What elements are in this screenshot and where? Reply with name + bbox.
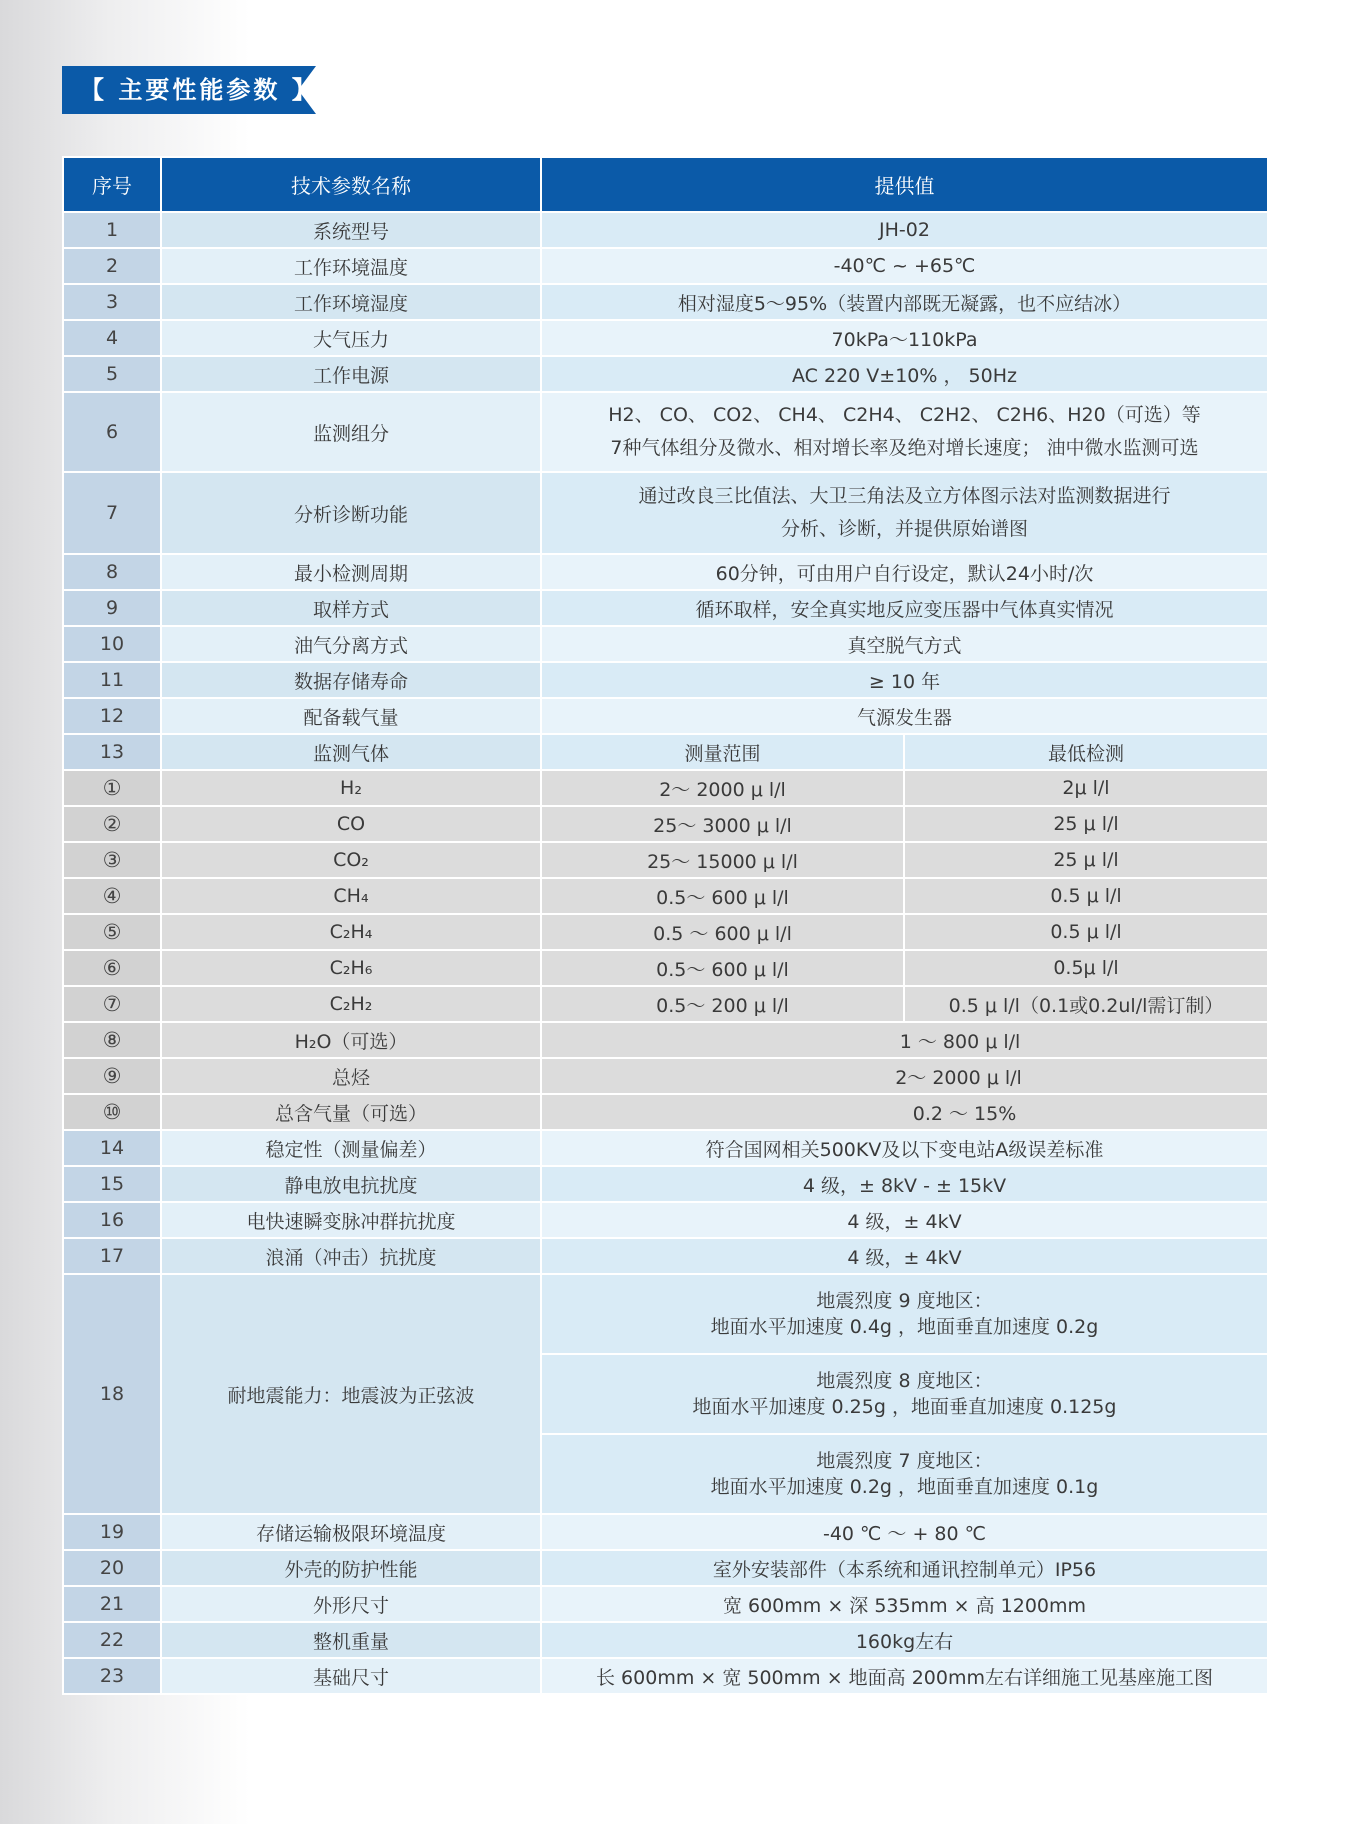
row-no: 22: [63, 1622, 161, 1658]
gas-name: CH₄: [161, 878, 541, 914]
gas-row: [63, 806, 1268, 842]
subheader-min: 最低检测: [904, 734, 1268, 770]
table-row: [63, 1550, 1268, 1586]
row-no: 13: [63, 734, 161, 770]
row-name: 静电放电抗扰度: [161, 1166, 541, 1202]
row-name: 耐地震能力：地震波为正弦波: [161, 1274, 541, 1514]
gas-name: H₂O（可选）: [161, 1022, 541, 1058]
gas-row: [63, 914, 1268, 950]
gas-no: ⑥: [63, 950, 161, 986]
row-no: 10: [63, 626, 161, 662]
gas-range: 0.5 ～ 600 μ l/l: [541, 914, 904, 950]
table-row: [63, 1130, 1268, 1166]
row-value: 室外安装部件（本系统和通讯控制单元）IP56: [541, 1550, 1268, 1586]
table-row: [63, 284, 1268, 320]
row-value: 70kPa～110kPa: [541, 320, 1268, 356]
gas-range: 25～ 15000 μ l/l: [541, 842, 904, 878]
row-value: -40 ℃ ～ + 80 ℃: [541, 1514, 1268, 1550]
row-no: 4: [63, 320, 161, 356]
row-value: 4 级，± 8kV - ± 15kV: [541, 1166, 1268, 1202]
table-row: [63, 734, 1268, 770]
table-row: [63, 356, 1268, 392]
row-no: 17: [63, 1238, 161, 1274]
spec-table: [62, 156, 1269, 1695]
row-no: 15: [63, 1166, 161, 1202]
gas-row: [63, 842, 1268, 878]
row-no: 16: [63, 1202, 161, 1238]
row-value: 60分钟，可由用户自行设定，默认24小时/次: [541, 554, 1268, 590]
gas-no: ④: [63, 878, 161, 914]
table-row: [63, 1274, 1268, 1354]
row-name: 最小检测周期: [161, 554, 541, 590]
row-name: 大气压力: [161, 320, 541, 356]
table-row: [63, 1238, 1268, 1274]
value-line: 分析、诊断，并提供原始谱图: [780, 518, 1028, 540]
row-name: 系统型号: [161, 212, 541, 248]
table-row: [63, 1202, 1268, 1238]
row-value: ≥ 10 年: [541, 662, 1268, 698]
row-value: [541, 392, 1268, 472]
row-name: 工作环境湿度: [161, 284, 541, 320]
gas-min: 0.5 μ l/l: [904, 914, 1268, 950]
table-row: [63, 320, 1268, 356]
row-no: 23: [63, 1658, 161, 1694]
gas-no: ⑤: [63, 914, 161, 950]
gas-range: 0.5～ 200 μ l/l: [541, 986, 904, 1022]
row-no: 18: [63, 1274, 161, 1514]
gas-min: 0.5 μ l/l: [904, 878, 1268, 914]
row-value: 循环取样，安全真实地反应变压器中气体真实情况: [541, 590, 1268, 626]
row-value: 符合国网相关500KV及以下变电站A级误差标准: [541, 1130, 1268, 1166]
table-row: [63, 1658, 1268, 1694]
table-row: [63, 1514, 1268, 1550]
gas-row: [63, 770, 1268, 806]
seismic-item: [541, 1354, 1268, 1434]
row-no: 8: [63, 554, 161, 590]
gas-min: 0.5μ l/l: [904, 950, 1268, 986]
row-value: AC 220 V±10% ， 50Hz: [541, 356, 1268, 392]
row-value: [541, 472, 1268, 554]
row-no: 14: [63, 1130, 161, 1166]
row-no: 7: [63, 472, 161, 554]
gas-row: [63, 950, 1268, 986]
gas-range: 0.5～ 600 μ l/l: [541, 878, 904, 914]
header-value: 提供值: [541, 157, 1268, 212]
gas-row: [63, 878, 1268, 914]
gas-min: 25 μ l/l: [904, 842, 1268, 878]
row-value: -40℃ ~ +65℃: [541, 248, 1268, 284]
row-no: 21: [63, 1586, 161, 1622]
row-no: 5: [63, 356, 161, 392]
row-no: 1: [63, 212, 161, 248]
row-value: 相对湿度5～95%（装置内部既无凝露，也不应结冰）: [541, 284, 1268, 320]
gas-no: ③: [63, 842, 161, 878]
row-name: 外壳的防护性能: [161, 1550, 541, 1586]
row-no: 19: [63, 1514, 161, 1550]
row-no: 6: [63, 392, 161, 472]
seismic-line: 地面水平加速度 0.2g ，地面垂直加速度 0.1g: [710, 1476, 1099, 1498]
gas-range: 0.2 ～ 15%: [541, 1094, 1268, 1130]
row-value: 4 级，± 4kV: [541, 1238, 1268, 1274]
table-row: [63, 626, 1268, 662]
table-row: [63, 698, 1268, 734]
row-name: 浪涌（冲击）抗扰度: [161, 1238, 541, 1274]
row-name: 分析诊断功能: [161, 472, 541, 554]
gas-min: 25 μ l/l: [904, 806, 1268, 842]
header-name: 技术参数名称: [161, 157, 541, 212]
table-row: [63, 212, 1268, 248]
gas-no: ⑩: [63, 1094, 161, 1130]
gas-row: [63, 986, 1268, 1022]
row-no: 2: [63, 248, 161, 284]
row-name: 外形尺寸: [161, 1586, 541, 1622]
row-value: 160kg左右: [541, 1622, 1268, 1658]
row-name: 整机重量: [161, 1622, 541, 1658]
gas-no: ⑨: [63, 1058, 161, 1094]
gas-range: 25～ 3000 μ l/l: [541, 806, 904, 842]
row-name: 监测组分: [161, 392, 541, 472]
table-row: [63, 590, 1268, 626]
header-no: 序号: [63, 157, 161, 212]
gas-range: 0.5～ 600 μ l/l: [541, 950, 904, 986]
gas-range: 1 ～ 800 μ l/l: [541, 1022, 1268, 1058]
gas-name: 总烃: [161, 1058, 541, 1094]
section-title: 【 主要性能参数 】: [80, 76, 319, 104]
row-no: 20: [63, 1550, 161, 1586]
value-line: H2、 CO、 CO2、 CH4、 C2H4、 C2H2、 C2H6、H20（可选）等: [608, 404, 1201, 426]
row-name: 存储运输极限环境温度: [161, 1514, 541, 1550]
gas-name: CO₂: [161, 842, 541, 878]
table-header-row: [63, 157, 1268, 212]
row-value: 真空脱气方式: [541, 626, 1268, 662]
gas-row: [63, 1094, 1268, 1130]
seismic-line: 地震烈度 9 度地区：: [816, 1290, 993, 1312]
row-name: 监测气体: [161, 734, 541, 770]
subheader-range: 测量范围: [541, 734, 904, 770]
gas-name: CO: [161, 806, 541, 842]
table-row: [63, 1166, 1268, 1202]
row-name: 工作环境温度: [161, 248, 541, 284]
row-no: 3: [63, 284, 161, 320]
gas-row: [63, 1022, 1268, 1058]
seismic-line: 地面水平加速度 0.4g ，地面垂直加速度 0.2g: [710, 1316, 1099, 1338]
row-name: 电快速瞬变脉冲群抗扰度: [161, 1202, 541, 1238]
seismic-line: 地面水平加速度 0.25g ，地面垂直加速度 0.125g: [692, 1396, 1117, 1418]
row-no: 9: [63, 590, 161, 626]
gas-no: ⑦: [63, 986, 161, 1022]
gas-range: 2～ 2000 μ l/l: [541, 1058, 1268, 1094]
gas-no: ②: [63, 806, 161, 842]
value-line: 7种气体组分及微水、相对增长率及绝对增长速度； 油中微水监测可选: [610, 437, 1199, 459]
row-value: 宽 600mm × 深 535mm × 高 1200mm: [541, 1586, 1268, 1622]
table-row: [63, 1622, 1268, 1658]
row-value: JH-02: [541, 212, 1268, 248]
gas-name: C₂H₆: [161, 950, 541, 986]
value-line: 通过改良三比值法、大卫三角法及立方体图示法对监测数据进行: [638, 485, 1171, 507]
table-row: [63, 472, 1268, 554]
row-name: 油气分离方式: [161, 626, 541, 662]
gas-no: ⑧: [63, 1022, 161, 1058]
gas-row: [63, 1058, 1268, 1094]
gas-name: C₂H₄: [161, 914, 541, 950]
gas-min: 2μ l/l: [904, 770, 1268, 806]
row-value: 气源发生器: [541, 698, 1268, 734]
gas-min: 0.5 μ l/l（0.1或0.2ul/l需订制）: [904, 986, 1268, 1022]
gas-name: H₂: [161, 770, 541, 806]
seismic-item: [541, 1274, 1268, 1354]
row-name: 工作电源: [161, 356, 541, 392]
table-row: [63, 248, 1268, 284]
table-row: [63, 392, 1268, 472]
seismic-line: 地震烈度 7 度地区：: [816, 1450, 993, 1472]
row-no: 11: [63, 662, 161, 698]
row-name: 稳定性（测量偏差）: [161, 1130, 541, 1166]
row-name: 取样方式: [161, 590, 541, 626]
row-name: 配备载气量: [161, 698, 541, 734]
seismic-line: 地震烈度 8 度地区：: [816, 1370, 993, 1392]
gas-range: 2～ 2000 μ l/l: [541, 770, 904, 806]
seismic-item: [541, 1434, 1268, 1514]
row-name: 基础尺寸: [161, 1658, 541, 1694]
row-value: 长 600mm × 宽 500mm × 地面高 200mm左右详细施工见基座施工图: [541, 1658, 1268, 1694]
gas-name: 总含气量（可选）: [161, 1094, 541, 1130]
table-row: [63, 1586, 1268, 1622]
gas-no: ①: [63, 770, 161, 806]
table-row: [63, 662, 1268, 698]
row-no: 12: [63, 698, 161, 734]
row-value: 4 级，± 4kV: [541, 1202, 1268, 1238]
row-name: 数据存储寿命: [161, 662, 541, 698]
table-row: [63, 554, 1268, 590]
gas-name: C₂H₂: [161, 986, 541, 1022]
